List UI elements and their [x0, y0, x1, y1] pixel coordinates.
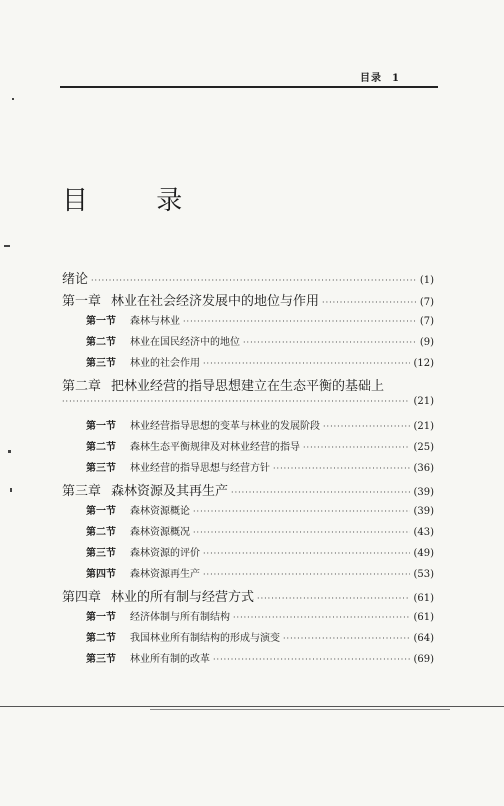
dot-leader — [193, 528, 410, 537]
scan-speck — [12, 98, 14, 100]
section-title: 我国林业所有制结构的形成与演变 — [130, 633, 280, 644]
toc-section — [62, 523, 434, 544]
toc-section — [62, 333, 434, 354]
dot-leader — [257, 594, 410, 603]
chapter-title: 林业在社会经济发展中的地位与作用 — [111, 294, 320, 309]
section-title: 经济体制与所有制结构 — [130, 612, 230, 623]
toc-chapter-2 — [62, 375, 434, 417]
section-title: 森林资源的评价 — [130, 548, 200, 559]
chapter-number: 第三章 — [62, 484, 102, 499]
section-title: 林业在国民经济中的地位 — [130, 337, 240, 348]
toc-chapter-1 — [62, 290, 434, 312]
dot-leader — [213, 655, 410, 664]
section-title: 森林与林业 — [130, 316, 180, 327]
toc-section — [62, 417, 434, 438]
chapter-continuation — [62, 396, 434, 417]
section-page: (7) — [419, 316, 434, 327]
header-rule — [60, 86, 438, 88]
scan-speck — [10, 488, 12, 492]
table-of-contents — [62, 268, 434, 671]
dot-leader — [323, 422, 410, 431]
toc-section — [62, 459, 434, 480]
toc-section — [62, 354, 434, 375]
section-number: 第二节 — [86, 337, 116, 348]
chapter-title: 把林业经营的指导思想建立在生态平衡的基础上 — [111, 379, 385, 394]
chapter-number: 第四章 — [62, 590, 102, 605]
section-number: 第三节 — [86, 463, 116, 474]
running-head — [360, 69, 400, 84]
section-title: 森林资源再生产 — [130, 569, 200, 580]
section-page: (21) — [413, 421, 434, 432]
section-page: (69) — [413, 654, 434, 665]
toc-section — [62, 565, 434, 586]
dot-leader — [283, 634, 410, 643]
section-page: (9) — [419, 337, 434, 348]
dot-leader — [193, 507, 410, 516]
chapter-number: 第二章 — [62, 379, 102, 394]
section-title: 森林资源概况 — [130, 527, 190, 538]
dot-leader — [203, 359, 410, 368]
section-page: (64) — [413, 633, 434, 644]
section-number: 第四节 — [86, 569, 116, 580]
section-number: 第三节 — [86, 654, 116, 665]
dot-leader — [231, 488, 410, 497]
section-page: (43) — [413, 527, 434, 538]
section-number: 第二节 — [86, 527, 116, 538]
section-page: (39) — [413, 506, 434, 517]
scan-edge-line — [150, 709, 450, 710]
dot-leader — [91, 276, 417, 285]
toc-section — [62, 502, 434, 523]
section-number: 第二节 — [86, 442, 116, 453]
dot-leader — [322, 298, 417, 307]
section-number: 第一节 — [86, 421, 116, 432]
chapter-number: 第一章 — [62, 294, 102, 309]
section-number: 第二节 — [86, 633, 116, 644]
toc-section — [62, 544, 434, 565]
scan-speck — [8, 450, 11, 453]
chapter-title: 林业的所有制与经营方式 — [111, 590, 255, 605]
section-page: (12) — [413, 358, 434, 369]
running-head-page-number: 1 — [392, 73, 400, 84]
chapter-page: (39) — [413, 487, 434, 498]
running-head-title: 目录 — [360, 73, 382, 84]
toc-section — [62, 629, 434, 650]
scan-edge-line — [0, 706, 504, 707]
chapter-page: (61) — [413, 593, 434, 604]
dot-leader — [243, 338, 417, 347]
chapter-title: 森林资源及其再生产 — [111, 484, 229, 499]
dot-leader — [203, 549, 410, 558]
dot-leader — [62, 397, 410, 406]
toc-entry-title: 绪论 — [62, 272, 89, 287]
toc-chapter-4 — [62, 586, 434, 608]
dot-leader — [303, 443, 410, 452]
section-title: 森林资源概论 — [130, 506, 190, 517]
section-title: 林业的社会作用 — [130, 358, 200, 369]
toc-entry-intro — [62, 268, 434, 290]
dot-leader — [233, 613, 410, 622]
toc-section — [62, 650, 434, 671]
section-title: 林业经营指导思想的变革与林业的发展阶段 — [130, 421, 320, 432]
toc-chapter-3 — [62, 480, 434, 502]
section-page: (53) — [413, 569, 434, 580]
section-page: (36) — [413, 463, 434, 474]
chapter-page: (21) — [413, 396, 434, 407]
section-page: (25) — [413, 442, 434, 453]
section-page: (49) — [413, 548, 434, 559]
dot-leader — [203, 570, 410, 579]
section-page: (61) — [413, 612, 434, 623]
section-number: 第三节 — [86, 548, 116, 559]
scan-speck — [4, 245, 10, 247]
chapter-page: (7) — [419, 297, 434, 308]
dot-leader — [183, 317, 417, 326]
section-title: 森林生态平衡规律及对林业经营的指导 — [130, 442, 300, 453]
dot-leader — [273, 464, 410, 473]
section-number: 第一节 — [86, 506, 116, 517]
section-title: 林业经营的指导思想与经营方针 — [130, 463, 270, 474]
toc-section — [62, 312, 434, 333]
toc-entry-page: (1) — [419, 275, 434, 286]
toc-section — [62, 608, 434, 629]
section-number: 第一节 — [86, 316, 116, 327]
section-number: 第三节 — [86, 358, 116, 369]
toc-section — [62, 438, 434, 459]
section-number: 第一节 — [86, 612, 116, 623]
page-title: 目 录 — [62, 186, 213, 216]
section-title: 林业所有制的改革 — [130, 654, 210, 665]
